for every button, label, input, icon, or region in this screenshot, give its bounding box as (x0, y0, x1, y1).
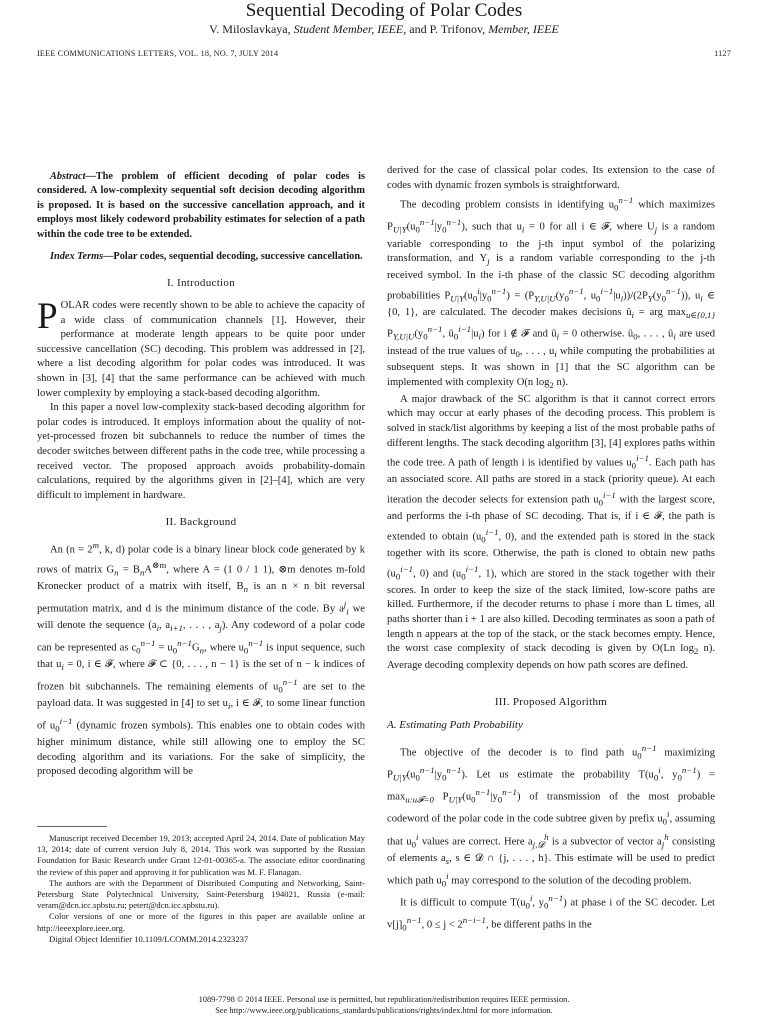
abstract (37, 170, 365, 242)
copyright-notice (0, 994, 768, 1016)
right-paragraph-2: A major drawback of the SC algorithm is that it cannot correct errors which may occur at early phases of the decoding process. This problem is solved in stack/list algorithms by keeping a list of the most probable paths of different lengths. The stack decoding algorithm [3], [4] explores paths within the code tree. A path of length i is identified by values $u_0^{i-1}$. Each path has an associated score. All paths are stored in a stack (priority queue). At each iteration the decoder selects for extension path $u_0^{i-1}$ with the largest score, and performs the i-th phase of SC decoding. That is, if i ∈ 𝓕, the path is extended to obtain ($u_0^{i-1}$, 0), and the extended path is stored in the stack together with its score. Otherwise, the path is cloned to obtain new paths ($u_0^{i-1}$, 0) and ($u_0^{i-1}$, 1), which are stored in the stack together with their scores. In order to keep the size of the stack limited, low-score paths are killed. Furthermore, if the decoder returns to phase i more than L times, all paths shorter than i + 1 are also killed. Decoding terminates as soon a path of length n appears at the top of the stack, or the stack becomes empty. Hence, the worst case complexity of stack decoding is given by O(Ln $\log_2 n$). Average decoding complexity depends on how path scores are defined. (387, 393, 716, 671)
footnote-color: Color versions of one or more of the figures in this paper are available online at http://ieeexplore.ieee.org. (37, 911, 365, 933)
footnote-manuscript: Manuscript received December 19, 2013; accepted April 24, 2014. Date of publication May 13, 2014; date of current version July 8, 2014. This work was supported by the Russian Foundation for Basic Research under Grant 12-01-00365-a. The associate editor coordinating the review of this paper and approving it for publication was M. F. Flanagan. (37, 833, 365, 877)
author-2: P. Trifonov, (429, 22, 486, 36)
author-1: V. Miloslavkaya, (209, 22, 291, 36)
drop-cap: P (37, 296, 58, 338)
right-paragraph-1: The decoding problem consists in identifying $u_0^{n-1}$ which maximizes $P_{U|Y}(u_0^{n-1}|y_0^{n-1})$, such that $u_i = 0$ for all i ∈ 𝓕, where $U_j$ is a random variable corresponding to the j-th input symbol of the polarizing transformation, and $Y_j$ is a random variable corresponding to the j-th received symbol. In the i-th phase of the classic SC decoding algorithm probabilities $P_{U|Y}(u_0^i|y_0^{n-1}) = (P_{Y,U|U}(y_0^{n-1}$, $u_0^{i-1}|u_i))/(2P_Y(y_0^{n-1}))$, $u_i$ ∈ {0, 1}, are calculated. The decoder makes decisions $û_i$ = arg $\max_{u\in\{0,1\}} P_{Y,U|U}(y_0^{n-1}$, $û_0^{i-1}|u_i$) for i ∉ 𝓕 and $û_i = 0$ otherwise. $û_0$, . . . , $û_i$ are used instead of the true values of $u_0$, . . . , $u_i$ while computing the probabilities at subsequent steps. It was shown in [1] that the SC algorithm can be implemented with complexity O(n $\log_2 n$). (387, 195, 716, 391)
abstract-label: Abstract (50, 171, 86, 182)
index-terms-label: Index Terms (50, 251, 104, 263)
footnote-rule (37, 826, 107, 827)
author-1-role: Student Member, IEEE, (293, 22, 407, 36)
right-paragraph-0: derived for the case of classical polar codes. Its extension to the case of codes with dynamic frozen symbols is straightforward. (387, 165, 715, 191)
section-heading-background: II. Background (165, 516, 237, 529)
journal-header: IEEE COMMUNICATIONS LETTERS, VOL. 18, NO. 7, JULY 2014 (37, 49, 279, 58)
section-heading-intro: I. Introduction (166, 277, 236, 290)
intro-p1-text: OLAR codes were recently shown to be able to achieve the capacity of a wide class of communication channels [1]. However, their performance at moderate length appears to be quite poor under successive cancellation (SC) decoding. This problem was addressed in [2], where a list decoding algorithm for polar codes was introduced. It was shown in [3], [4] that the same performance can be achieved with much lower complexity by employing a stack-based decoding algorithm. (37, 300, 365, 399)
background-paragraph: An ($n = 2^m$, k, d) polar code is a binary linear block code generated by k rows of matrix $G_n = B_nA^{\otimes m}$, where A = (1 0 / 1 1), ⊗m denotes m-fold Kronecker product of a matrix with itself, $B_n$ is an n × n bit reversal permutation matrix, and d is the minimum distance of the code. By $a^j_i$ we will denote the sequence ($a_i$, $a_{i+1}$, . . . , $a_j$). Any codeword of a polar code can be represented as $c_0^{n-1} = u_0^{n-1}G_n$, where $u_0^{n-1}$ is input sequence, such that $u_i = 0$, i ∈ 𝓕, where 𝓕 ⊂ {0, . . . , n − 1} is the set of n − k indices of frozen bit subchannels. The remaining elements of $u_0^{n-1}$ are set to the payload data. It was suggested in [4] to set $u_i$, i ∈ 𝓕, to some linear function of $u_0^{i-1}$ (dynamic frozen symbols). This enables one to obtain codes with higher minimum distance, while still allowing one to employ the SC decoding algorithm and its variations. For the sake of simplicity, the proposed decoding algorithm will be (37, 539, 366, 778)
right-column (387, 164, 715, 935)
subsection-heading-a: A. Estimating Path Probability (387, 719, 523, 732)
index-terms (37, 250, 365, 264)
footnote-doi: Digital Object Identifier 10.1109/LCOMM.2014.2323237 (49, 933, 249, 944)
paper-title: Sequential Decoding of Polar Codes (245, 0, 523, 21)
section-heading-proposed: III. Proposed Algorithm (494, 696, 608, 709)
author-line (0, 22, 768, 37)
copyright-line-2: See http://www.ieee.org/publications_standards/publications/rights/index.html for more information. (215, 1006, 553, 1016)
page-number: 1127 (714, 49, 731, 58)
footnote-affiliation: The authors are with the Department of Distributed Computing and Networking, Saint-Petersburg State Polytechnical University, Saint-Petersburg 194021, Russia (e-mail: veram@dcn.icc.spbstu.ru; petert@dcn.icc.spbstu.ru). (37, 877, 365, 911)
author-2-role: Member, IEEE (488, 22, 559, 36)
intro-paragraph-2: In this paper a novel low-complexity stack-based decoding algorithm for polar codes is introduced. It employs information about the quality of not-yet-processed frozen bit subchannels to reduce the number of times the decoder switches between different paths in the code tree, while processing a received vector. The proposed approach avoids probability-domain calculations, required by the algorithms given in [2]–[4], which are very difficult to implement in hardware. (37, 402, 365, 501)
copyright-line-1: 1089-7798 © 2014 IEEE. Personal use is permitted, but republication/redistribution requires IEEE permission. (198, 995, 570, 1004)
footnote (37, 833, 365, 945)
left-column (37, 170, 365, 780)
author-conjunction: and (409, 22, 427, 36)
abstract-text: —The problem of efficient decoding of polar codes is considered. A low-complexity sequential soft decision decoding algorithm is proposed. It is based on the successive cancellation approach, and it employs most likely codeword probability estimates for selection of a path within the code tree to be extended. (37, 171, 365, 240)
right-paragraph-4: It is difficult to compute $T(u_0^i$, $y_0^{n-1}$) at phase i of the SC decoder. Let $v[j]_0^{n-1}$, $0 \le j < 2^{n-i-1}$, be different paths in the (387, 892, 716, 933)
intro-paragraph-1 (37, 296, 365, 401)
right-paragraph-3: The objective of the decoder is to find path $u_0^{n-1}$ maximizing $P_{U|Y}(u_0^{n-1}|y_0^{n-1})$. Let us estimate the probability $T(u_0^i$, $y_0^{n-1}) = \max_{u:u𝓕=0} P_{U|Y}(u_0^{n-1}|y_0^{n-1})$ of transmission of the most probable codeword of the polar code in the code subtree given by prefix $u_0^i$, assuming that $u_0^i$ values are correct. Here $a_{j,𝓓}^h$ is a subvector of vector $a_j^h$ consisting of elements $a_s$, s ∈ 𝓓 ∩ {j, . . . , h}. This estimate will be used to predict which path $u_0^i$ may correspond to the solution of the decoding problem. (387, 742, 716, 889)
index-terms-text: —Polar codes, sequential decoding, successive cancellation. (103, 251, 363, 263)
